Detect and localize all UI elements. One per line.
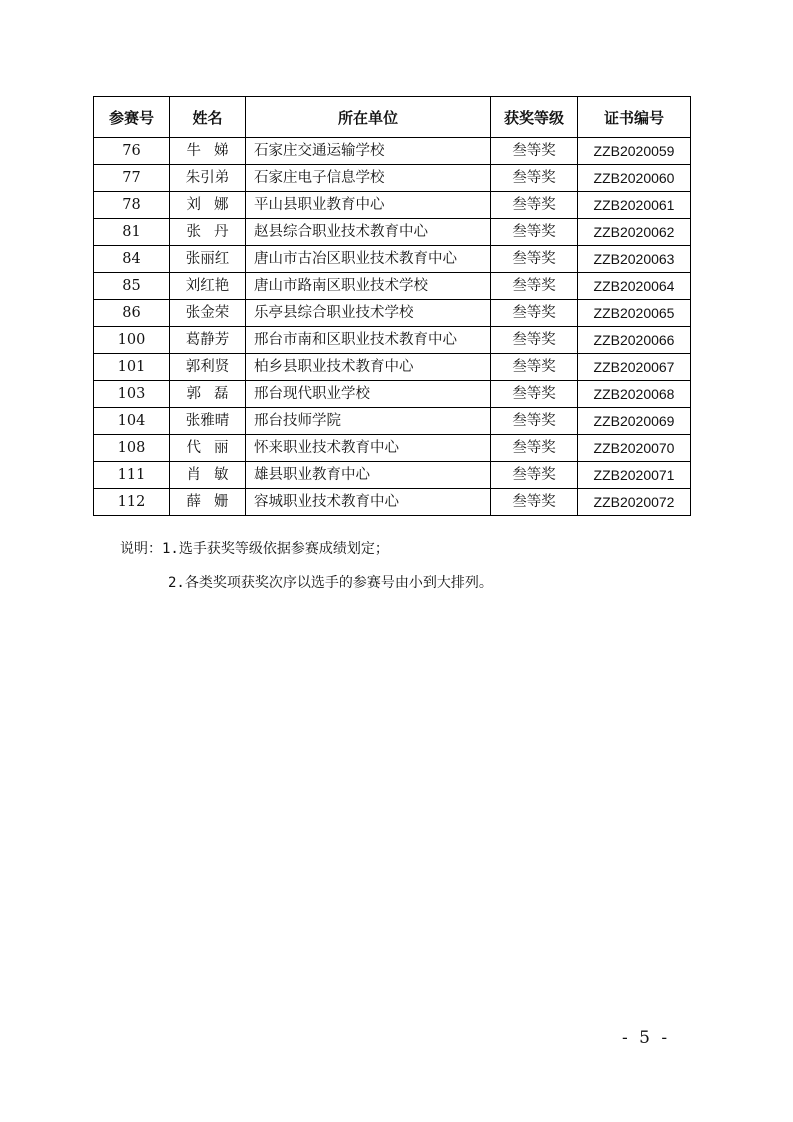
cell-certificate: ZZB2020071 [578, 462, 691, 489]
cell-name: 郭磊 [170, 381, 246, 408]
table-row [94, 381, 691, 408]
cell-certificate: ZZB2020061 [578, 192, 691, 219]
cell-name: 牛娣 [170, 138, 246, 165]
cell-name: 刘娜 [170, 192, 246, 219]
header-name: 姓名 [170, 97, 246, 138]
table-row [94, 165, 691, 192]
cell-certificate: ZZB2020060 [578, 165, 691, 192]
cell-award-level: 叁等奖 [491, 435, 578, 462]
cell-organization: 邢台现代职业学校 [246, 381, 491, 408]
table-row [94, 435, 691, 462]
cell-award-level: 叁等奖 [491, 354, 578, 381]
cell-organization: 唐山市路南区职业技术学校 [246, 273, 491, 300]
cell-award-level: 叁等奖 [491, 273, 578, 300]
cell-name: 葛静芳 [170, 327, 246, 354]
header-certificate: 证书编号 [578, 97, 691, 138]
cell-award-level: 叁等奖 [491, 219, 578, 246]
cell-certificate: ZZB2020068 [578, 381, 691, 408]
cell-name: 张丽红 [170, 246, 246, 273]
cell-organization: 平山县职业教育中心 [246, 192, 491, 219]
cell-name: 刘红艳 [170, 273, 246, 300]
cell-organization: 柏乡县职业技术教育中心 [246, 354, 491, 381]
award-table [93, 96, 691, 516]
cell-certificate: ZZB2020067 [578, 354, 691, 381]
cell-certificate: ZZB2020064 [578, 273, 691, 300]
note-line-2: 2.各类奖项获奖次序以选手的参赛号由小到大排列。 [168, 575, 493, 591]
cell-award-level: 叁等奖 [491, 462, 578, 489]
table-row [94, 273, 691, 300]
header-organization: 所在单位 [246, 97, 491, 138]
table-row [94, 138, 691, 165]
cell-number: 78 [94, 192, 170, 219]
cell-number: 104 [94, 408, 170, 435]
notes [120, 532, 493, 600]
table-row [94, 300, 691, 327]
cell-certificate: ZZB2020065 [578, 300, 691, 327]
cell-certificate: ZZB2020069 [578, 408, 691, 435]
cell-award-level: 叁等奖 [491, 408, 578, 435]
cell-organization: 乐亭县综合职业技术学校 [246, 300, 491, 327]
cell-award-level: 叁等奖 [491, 246, 578, 273]
cell-name: 朱引弟 [170, 165, 246, 192]
header-award-level: 获奖等级 [491, 97, 578, 138]
cell-award-level: 叁等奖 [491, 489, 578, 516]
cell-certificate: ZZB2020066 [578, 327, 691, 354]
cell-number: 112 [94, 489, 170, 516]
cell-number: 77 [94, 165, 170, 192]
table-row [94, 219, 691, 246]
page-number: - 5 - [622, 1028, 671, 1048]
cell-number: 100 [94, 327, 170, 354]
cell-name: 张金荣 [170, 300, 246, 327]
cell-award-level: 叁等奖 [491, 381, 578, 408]
cell-number: 85 [94, 273, 170, 300]
cell-number: 76 [94, 138, 170, 165]
cell-number: 108 [94, 435, 170, 462]
cell-name: 郭利贤 [170, 354, 246, 381]
cell-organization: 石家庄交通运输学校 [246, 138, 491, 165]
cell-organization: 邢台市南和区职业技术教育中心 [246, 327, 491, 354]
cell-organization: 怀来职业技术教育中心 [246, 435, 491, 462]
table-row [94, 327, 691, 354]
cell-number: 84 [94, 246, 170, 273]
cell-award-level: 叁等奖 [491, 138, 578, 165]
cell-organization: 石家庄电子信息学校 [246, 165, 491, 192]
cell-number: 81 [94, 219, 170, 246]
cell-certificate: ZZB2020063 [578, 246, 691, 273]
table-row [94, 408, 691, 435]
cell-name: 代丽 [170, 435, 246, 462]
cell-number: 103 [94, 381, 170, 408]
cell-certificate: ZZB2020072 [578, 489, 691, 516]
cell-organization: 唐山市古冶区职业技术教育中心 [246, 246, 491, 273]
cell-name: 肖敏 [170, 462, 246, 489]
cell-organization: 赵县综合职业技术教育中心 [246, 219, 491, 246]
cell-award-level: 叁等奖 [491, 165, 578, 192]
table-row [94, 489, 691, 516]
cell-award-level: 叁等奖 [491, 192, 578, 219]
note-line-1: 说明：1.选手获奖等级依据参赛成绩划定； [120, 541, 389, 557]
cell-name: 张丹 [170, 219, 246, 246]
cell-award-level: 叁等奖 [491, 300, 578, 327]
cell-number: 86 [94, 300, 170, 327]
table-row [94, 192, 691, 219]
header-number: 参赛号 [94, 97, 170, 138]
cell-name: 张雅晴 [170, 408, 246, 435]
table-row [94, 246, 691, 273]
cell-certificate: ZZB2020059 [578, 138, 691, 165]
table-row [94, 354, 691, 381]
cell-number: 111 [94, 462, 170, 489]
cell-certificate: ZZB2020070 [578, 435, 691, 462]
cell-organization: 邢台技师学院 [246, 408, 491, 435]
cell-award-level: 叁等奖 [491, 327, 578, 354]
cell-name: 薛姗 [170, 489, 246, 516]
cell-number: 101 [94, 354, 170, 381]
cell-organization: 雄县职业教育中心 [246, 462, 491, 489]
table-row [94, 462, 691, 489]
cell-organization: 容城职业技术教育中心 [246, 489, 491, 516]
table-header-row [94, 97, 691, 138]
cell-certificate: ZZB2020062 [578, 219, 691, 246]
